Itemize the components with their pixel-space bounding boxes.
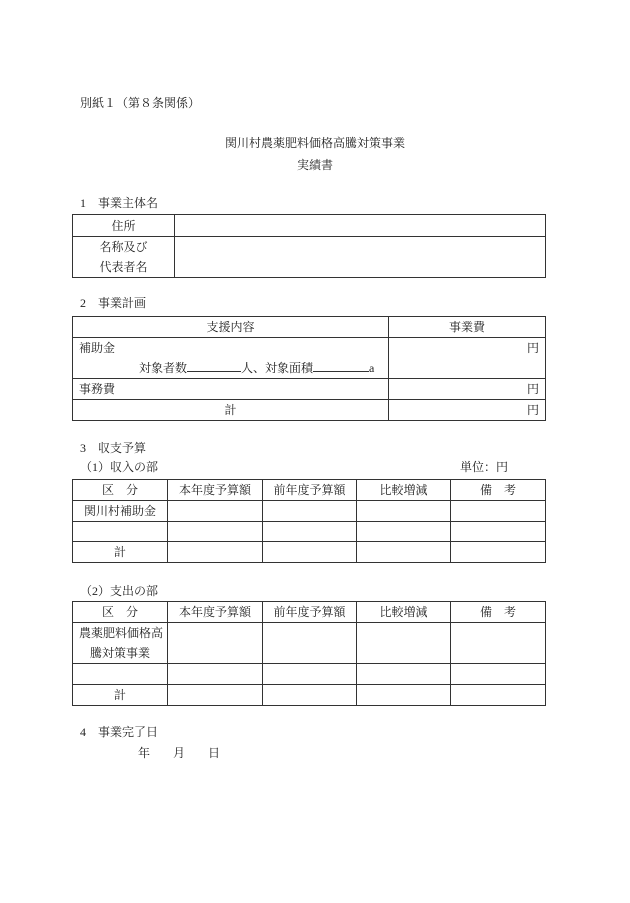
- table-cell: [357, 664, 451, 685]
- income-total-label: 計: [73, 542, 168, 563]
- date-year-label: 年: [138, 746, 151, 760]
- expense-table: [72, 601, 546, 706]
- income-total-row: [73, 542, 546, 563]
- address-label: 住所: [73, 215, 175, 237]
- table-row: [73, 522, 546, 542]
- plan-total-row: [73, 400, 546, 421]
- expense-row-label: [73, 623, 168, 664]
- date-day-label: 日: [208, 746, 221, 760]
- table-cell: [357, 623, 451, 664]
- col-current-budget: 本年度予算額: [168, 602, 263, 623]
- table-cell: [451, 522, 546, 542]
- table-cell: [168, 522, 263, 542]
- target-area-blank: [313, 358, 369, 372]
- document-subtitle: 実績書: [296, 158, 333, 172]
- office-cost: 円: [389, 379, 546, 400]
- col-support-content: 支援内容: [73, 317, 389, 338]
- date-month-label: 月: [173, 746, 186, 760]
- office-cost-label: 事務費: [73, 379, 389, 400]
- col-project-cost: 事業費: [389, 317, 546, 338]
- table-cell: [451, 542, 546, 563]
- table-cell: [73, 522, 168, 542]
- col-difference: 比較増減: [357, 602, 451, 623]
- income-header-row: [73, 480, 546, 501]
- table-cell: [357, 522, 451, 542]
- table-row: [73, 664, 546, 685]
- expense-header-row: [73, 602, 546, 623]
- document-title: 関川村農薬肥料価格高騰対策事業: [224, 136, 405, 150]
- office-cost-row: [73, 379, 546, 400]
- target-area-label: 人、対象面積: [241, 361, 314, 375]
- plan-total-label: 計: [73, 400, 389, 421]
- table-cell: [357, 501, 451, 522]
- target-line: [79, 358, 382, 378]
- area-unit: a: [369, 361, 375, 375]
- target-count-label: 対象者数: [139, 361, 188, 375]
- table-cell: [263, 522, 357, 542]
- section1-heading: 1 事業主体名: [80, 196, 159, 210]
- representative-label: [73, 237, 175, 278]
- col-current-budget: 本年度予算額: [168, 480, 263, 501]
- income-heading: （1）収入の部: [80, 460, 159, 474]
- income-row-label: 関川村補助金: [73, 501, 168, 522]
- unit-label: 単位：円: [460, 460, 509, 474]
- subsidy-cost: 円: [389, 338, 546, 379]
- appendix-note: 別紙１（第８条関係）: [80, 96, 201, 110]
- table-cell: [451, 664, 546, 685]
- table-cell: [168, 542, 263, 563]
- table-cell: [263, 685, 357, 706]
- col-difference: 比較増減: [357, 480, 451, 501]
- target-count-blank: [187, 358, 241, 372]
- subsidy-label: 補助金: [79, 341, 116, 355]
- table-cell: [451, 501, 546, 522]
- table-cell: [168, 501, 263, 522]
- entity-table: [72, 214, 546, 278]
- expense-heading: （2）支出の部: [80, 584, 159, 598]
- table-cell: [263, 501, 357, 522]
- address-value: [175, 215, 546, 237]
- plan-total-cost: 円: [389, 400, 546, 421]
- representative-row: [73, 237, 546, 278]
- col-category: 区 分: [73, 602, 168, 623]
- col-remarks: 備 考: [451, 602, 546, 623]
- col-previous-budget: 前年度予算額: [263, 480, 357, 501]
- section4-heading: 4 事業完了日: [80, 725, 159, 739]
- representative-label-line2: 代表者名: [99, 260, 148, 274]
- expense-row-label-line1: 農薬肥料価格高: [79, 626, 164, 640]
- table-cell: [263, 664, 357, 685]
- expense-total-label: 計: [73, 685, 168, 706]
- col-remarks: 備 考: [451, 480, 546, 501]
- subsidy-cell: [73, 338, 389, 379]
- table-cell: [451, 685, 546, 706]
- table-cell: [168, 664, 263, 685]
- expense-total-row: [73, 685, 546, 706]
- table-row: [73, 623, 546, 664]
- address-row: [73, 215, 546, 237]
- col-previous-budget: 前年度予算額: [263, 602, 357, 623]
- expense-row-label-line2: 騰対策事業: [89, 646, 150, 660]
- col-category: 区 分: [73, 480, 168, 501]
- representative-value: [175, 237, 546, 278]
- table-cell: [451, 623, 546, 664]
- table-cell: [357, 542, 451, 563]
- table-cell: [357, 685, 451, 706]
- plan-header-row: [73, 317, 546, 338]
- subsidy-row: [73, 338, 546, 379]
- table-cell: [168, 623, 263, 664]
- section3-heading: 3 収支予算: [80, 441, 147, 455]
- table-cell: [168, 685, 263, 706]
- table-cell: [263, 542, 357, 563]
- plan-table: [72, 316, 546, 421]
- representative-label-line1: 名称及び: [99, 240, 148, 254]
- table-cell: [263, 623, 357, 664]
- income-table: [72, 479, 546, 563]
- section2-heading: 2 事業計画: [80, 296, 147, 310]
- table-cell: [73, 664, 168, 685]
- table-row: [73, 501, 546, 522]
